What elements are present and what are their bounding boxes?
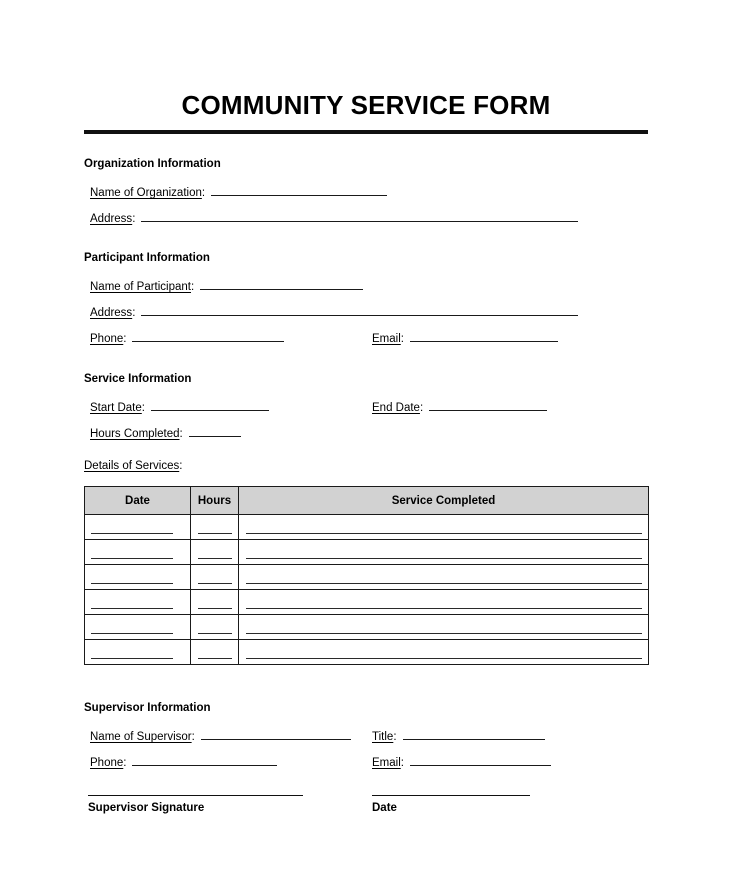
- organization-address-input-line[interactable]: [141, 210, 578, 222]
- hours-completed-colon: :: [179, 428, 183, 440]
- field-supervisor-phone[interactable]: [90, 754, 277, 770]
- field-organization-name[interactable]: [90, 184, 387, 200]
- start-date-label: Start Date: [90, 402, 142, 414]
- cell-service[interactable]: [239, 590, 649, 615]
- services-table-header-row: [85, 487, 649, 515]
- cell-hours[interactable]: [191, 615, 239, 640]
- field-end-date[interactable]: [372, 399, 547, 415]
- details-of-services-colon: :: [179, 460, 183, 472]
- cell-date[interactable]: [85, 640, 191, 665]
- supervisor-phone-label: Phone: [90, 757, 124, 769]
- supervisor-signature-group[interactable]: [88, 795, 303, 815]
- table-row[interactable]: [85, 615, 649, 640]
- start-date-colon: :: [141, 402, 145, 414]
- table-row[interactable]: [85, 590, 649, 615]
- participant-address-colon: :: [132, 307, 136, 319]
- start-date-input-line[interactable]: [151, 399, 269, 411]
- hours-completed-label: Hours Completed: [90, 428, 180, 440]
- service-hours-row: [84, 425, 648, 451]
- section-organization-information: [84, 157, 648, 236]
- supervisor-contact-row: [84, 754, 648, 780]
- hours-completed-input-line[interactable]: [189, 425, 241, 437]
- field-supervisor-title[interactable]: [372, 728, 545, 744]
- title-divider-rule: [84, 130, 648, 134]
- cell-hours[interactable]: [191, 565, 239, 590]
- participant-name-label: Name of Participant: [90, 281, 191, 293]
- field-supervisor-email[interactable]: [372, 754, 551, 770]
- organization-name-colon: :: [201, 187, 206, 199]
- supervisor-signature-line[interactable]: [88, 795, 303, 796]
- section-heading-supervisor: Supervisor Information: [84, 702, 211, 714]
- cell-hours[interactable]: [191, 540, 239, 565]
- signature-date-caption: Date: [372, 802, 397, 814]
- column-header-service: Service Completed: [239, 487, 649, 515]
- date-entry-line-5[interactable]: [91, 633, 173, 634]
- column-header-hours: Hours: [191, 487, 239, 515]
- participant-email-label: Email: [372, 333, 401, 345]
- service-entry-line-5[interactable]: [246, 633, 642, 634]
- supervisor-title-label: Title: [372, 731, 394, 743]
- supervisor-title-colon: :: [393, 731, 397, 743]
- table-row[interactable]: [85, 640, 649, 665]
- cell-date[interactable]: [85, 515, 191, 540]
- signature-date-line[interactable]: [372, 795, 530, 796]
- hours-entry-line-6[interactable]: [198, 658, 232, 659]
- service-entry-line-6[interactable]: [246, 658, 642, 659]
- supervisor-title-input-line[interactable]: [403, 728, 545, 740]
- cell-hours[interactable]: [191, 515, 239, 540]
- date-entry-line-2[interactable]: [91, 558, 173, 559]
- participant-address-row: [84, 304, 648, 330]
- table-row[interactable]: [85, 515, 649, 540]
- section-participant-information: [84, 251, 648, 356]
- details-of-services-label: Details of Services: [84, 460, 180, 472]
- column-header-date: Date: [85, 487, 191, 515]
- field-start-date[interactable]: [90, 399, 269, 415]
- participant-phone-colon: :: [123, 333, 127, 345]
- participant-address-label: Address: [90, 307, 133, 319]
- field-participant-phone[interactable]: [90, 330, 284, 346]
- participant-phone-input-line[interactable]: [132, 330, 284, 342]
- cell-hours[interactable]: [191, 590, 239, 615]
- date-entry-line-6[interactable]: [91, 658, 173, 659]
- organization-address-row: [84, 210, 648, 236]
- supervisor-email-label: Email: [372, 757, 401, 769]
- participant-phone-label: Phone: [90, 333, 124, 345]
- service-entry-line-4[interactable]: [246, 608, 642, 609]
- section-heading-organization: Organization Information: [84, 158, 221, 170]
- cell-service[interactable]: [239, 640, 649, 665]
- supervisor-name-row: [84, 728, 648, 754]
- supervisor-phone-input-line[interactable]: [132, 754, 277, 766]
- date-entry-line-1[interactable]: [91, 533, 173, 534]
- participant-contact-row: [84, 330, 648, 356]
- supervisor-name-input-line[interactable]: [201, 728, 351, 740]
- table-row[interactable]: [85, 565, 649, 590]
- cell-service[interactable]: [239, 515, 649, 540]
- cell-hours[interactable]: [191, 640, 239, 665]
- organization-address-colon: :: [132, 213, 136, 225]
- hours-entry-line-4[interactable]: [198, 608, 232, 609]
- participant-name-input-line[interactable]: [200, 278, 363, 290]
- participant-address-input-line[interactable]: [141, 304, 578, 316]
- service-dates-row: [84, 399, 648, 425]
- cell-date[interactable]: [85, 615, 191, 640]
- services-table-body: [85, 515, 649, 665]
- date-entry-line-4[interactable]: [91, 608, 173, 609]
- services-table-head: [85, 487, 649, 515]
- title-block: [84, 88, 648, 134]
- supervisor-phone-colon: :: [123, 757, 127, 769]
- cell-service[interactable]: [239, 615, 649, 640]
- service-entry-line-3[interactable]: [246, 583, 642, 584]
- hours-entry-line-3[interactable]: [198, 583, 232, 584]
- participant-email-input-line[interactable]: [410, 330, 558, 342]
- field-participant-address[interactable]: [90, 304, 578, 320]
- field-organization-address[interactable]: [90, 210, 578, 226]
- supervisor-name-label: Name of Supervisor: [90, 731, 192, 743]
- field-hours-completed[interactable]: [90, 425, 241, 441]
- supervisor-email-input-line[interactable]: [410, 754, 551, 766]
- end-date-input-line[interactable]: [429, 399, 547, 411]
- participant-name-row: [84, 278, 648, 304]
- hours-entry-line-5[interactable]: [198, 633, 232, 634]
- service-entry-line-1[interactable]: [246, 533, 642, 534]
- date-entry-line-3[interactable]: [91, 583, 173, 584]
- cell-service[interactable]: [239, 565, 649, 590]
- participant-name-colon: :: [191, 281, 195, 293]
- participant-email-colon: :: [400, 333, 404, 345]
- organization-name-input-line[interactable]: [211, 184, 387, 196]
- hours-entry-line-1[interactable]: [198, 533, 232, 534]
- hours-entry-line-2[interactable]: [198, 558, 232, 559]
- details-of-services-row: [84, 451, 648, 472]
- cell-date[interactable]: [85, 540, 191, 565]
- field-participant-email[interactable]: [372, 330, 558, 346]
- section-heading-participant: Participant Information: [84, 252, 210, 264]
- signature-date-group[interactable]: [372, 795, 530, 815]
- supervisor-email-colon: :: [400, 757, 404, 769]
- field-participant-name[interactable]: [90, 278, 363, 294]
- end-date-label: End Date: [372, 402, 420, 414]
- signature-block: [84, 795, 648, 835]
- organization-address-label: Address: [90, 213, 133, 225]
- organization-name-row: [84, 184, 648, 210]
- cell-date[interactable]: [85, 590, 191, 615]
- end-date-colon: :: [419, 402, 424, 414]
- service-entry-line-2[interactable]: [246, 558, 642, 559]
- section-service-information: [84, 372, 648, 472]
- section-heading-service: Service Information: [84, 373, 192, 385]
- supervisor-name-colon: :: [191, 731, 195, 743]
- table-row[interactable]: [85, 540, 649, 565]
- cell-date[interactable]: [85, 565, 191, 590]
- organization-name-label: Name of Organization: [90, 187, 202, 199]
- details-of-services-label-wrap: [84, 459, 182, 473]
- cell-service[interactable]: [239, 540, 649, 565]
- supervisor-signature-caption: Supervisor Signature: [88, 802, 205, 814]
- services-table: [84, 486, 649, 665]
- section-supervisor-information: [84, 701, 648, 780]
- page-title: COMMUNITY SERVICE FORM: [181, 90, 551, 120]
- field-supervisor-name[interactable]: [90, 728, 351, 744]
